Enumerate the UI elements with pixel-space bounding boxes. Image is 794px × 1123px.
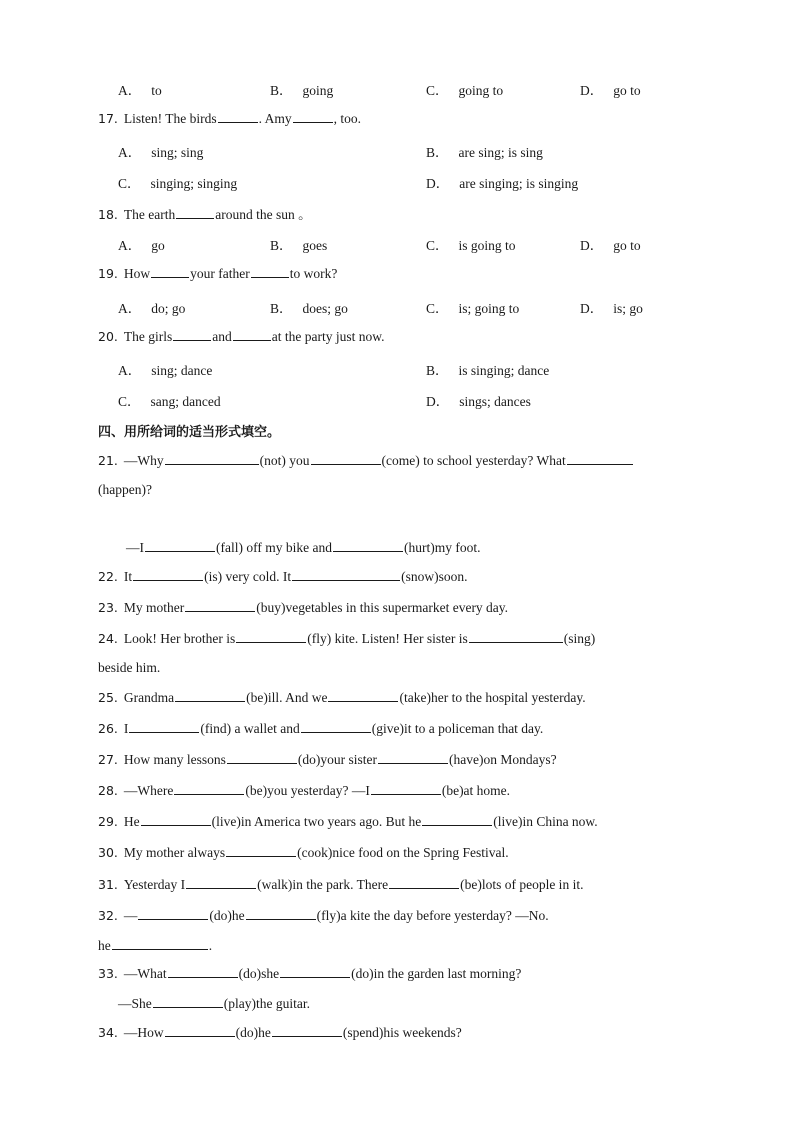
option-c: C． is; going to	[426, 301, 520, 316]
answer-blank[interactable]	[292, 568, 400, 581]
option-d: D． go to	[580, 238, 641, 253]
question-31: 31. Yesterday I (walk)in the park. There (be)lots of people in it.	[98, 877, 584, 892]
answer-blank[interactable]	[333, 539, 403, 552]
answer-blank[interactable]	[112, 937, 208, 950]
option-a: A． sing; dance	[118, 363, 213, 378]
question-34: 34. —How (do)he (spend)his weekends?	[98, 1025, 462, 1040]
question-29: 29. He (live)in America two years ago. But he (live)in China now.	[98, 814, 598, 829]
question-32-cont: he .	[98, 938, 213, 953]
answer-blank[interactable]	[141, 813, 211, 826]
option-d: D． are singing; is singing	[426, 176, 579, 191]
answer-blank[interactable]	[153, 995, 223, 1008]
option-b: B． are sing; is sing	[426, 145, 543, 160]
option-b: B． is singing; dance	[426, 363, 550, 378]
answer-blank[interactable]	[165, 452, 259, 465]
question-25: 25. Grandma (be)ill. And we (take)her to the hospital yesterday.	[98, 690, 586, 705]
question-27: 27. How many lessons (do)your sister (have)on Mondays?	[98, 752, 557, 767]
option-d: D． go to	[580, 83, 641, 98]
option-c: C． is going to	[426, 238, 516, 253]
answer-blank[interactable]	[246, 907, 316, 920]
option-a: A． sing; sing	[118, 145, 204, 160]
option-c: C． sang; danced	[118, 394, 221, 409]
question-22: 22. It (is) very cold. It (snow)soon.	[98, 569, 468, 584]
answer-blank[interactable]	[567, 452, 633, 465]
question-33-reply: —She (play)the guitar.	[118, 996, 310, 1011]
question-28: 28. —Where (be)you yesterday? —I (be)at home.	[98, 783, 511, 798]
option-c: C． singing; singing	[118, 176, 238, 191]
option-d: D． sings; dances	[426, 394, 531, 409]
answer-blank[interactable]	[185, 599, 255, 612]
option-a: A． to	[118, 83, 162, 98]
answer-blank[interactable]	[168, 965, 238, 978]
question-24-cont: beside him.	[98, 660, 161, 675]
question-21-reply: —I (fall) off my bike and (hurt)my foot.	[126, 540, 481, 555]
answer-blank[interactable]	[251, 265, 289, 278]
answer-blank[interactable]	[236, 630, 306, 643]
answer-blank[interactable]	[469, 630, 563, 643]
answer-blank[interactable]	[175, 689, 245, 702]
answer-blank[interactable]	[389, 876, 459, 889]
answer-blank[interactable]	[173, 328, 211, 341]
answer-blank[interactable]	[371, 782, 441, 795]
question-21-cont: (happen)?	[98, 482, 152, 497]
answer-blank[interactable]	[176, 206, 214, 219]
question-24: 24. Look! Her brother is (fly) kite. Listen! Her sister is (sing)	[98, 631, 596, 646]
section-4-heading: 四、用所给词的适当形式填空。	[98, 425, 281, 440]
question-17: 17. Listen! The birds . Amy , too.	[98, 111, 362, 126]
answer-blank[interactable]	[293, 110, 333, 123]
answer-blank[interactable]	[280, 965, 350, 978]
question-23: 23. My mother (buy)vegetables in this supermarket every day.	[98, 600, 509, 615]
answer-blank[interactable]	[328, 689, 398, 702]
question-21: 21. —Why (not) you (come) to school yesterday? What	[98, 452, 634, 469]
question-26: 26. I (find) a wallet and (give)it to a policeman that day.	[98, 721, 544, 736]
answer-blank[interactable]	[151, 265, 189, 278]
answer-blank[interactable]	[301, 720, 371, 733]
question-30: 30. My mother always (cook)nice food on the Spring Festival.	[98, 845, 509, 860]
option-a: A． go	[118, 238, 165, 253]
answer-blank[interactable]	[129, 720, 199, 733]
answer-blank[interactable]	[378, 751, 448, 764]
option-b: B． goes	[270, 238, 328, 253]
option-b: B． going	[270, 83, 334, 98]
answer-blank[interactable]	[422, 813, 492, 826]
answer-blank[interactable]	[227, 751, 297, 764]
answer-blank[interactable]	[272, 1024, 342, 1037]
question-19: 19. How your father to work?	[98, 266, 338, 281]
answer-blank[interactable]	[186, 876, 256, 889]
answer-blank[interactable]	[226, 844, 296, 857]
answer-blank[interactable]	[138, 907, 208, 920]
option-a: A． do; go	[118, 301, 186, 316]
answer-blank[interactable]	[145, 539, 215, 552]
answer-blank[interactable]	[165, 1024, 235, 1037]
option-c: C． going to	[426, 83, 504, 98]
question-33: 33. —What (do)she (do)in the garden last morning?	[98, 966, 522, 981]
question-32: 32. — (do)he (fly)a kite the day before yesterday? —No.	[98, 908, 549, 923]
answer-blank[interactable]	[233, 328, 271, 341]
option-b: B． does; go	[270, 301, 348, 316]
option-d: D． is; go	[580, 301, 643, 316]
answer-blank[interactable]	[218, 110, 258, 123]
answer-blank[interactable]	[311, 452, 381, 465]
question-18: 18. The earth around the sun 。	[98, 207, 312, 222]
answer-blank[interactable]	[133, 568, 203, 581]
answer-blank[interactable]	[174, 782, 244, 795]
question-20: 20. The girls and at the party just now.	[98, 329, 385, 344]
